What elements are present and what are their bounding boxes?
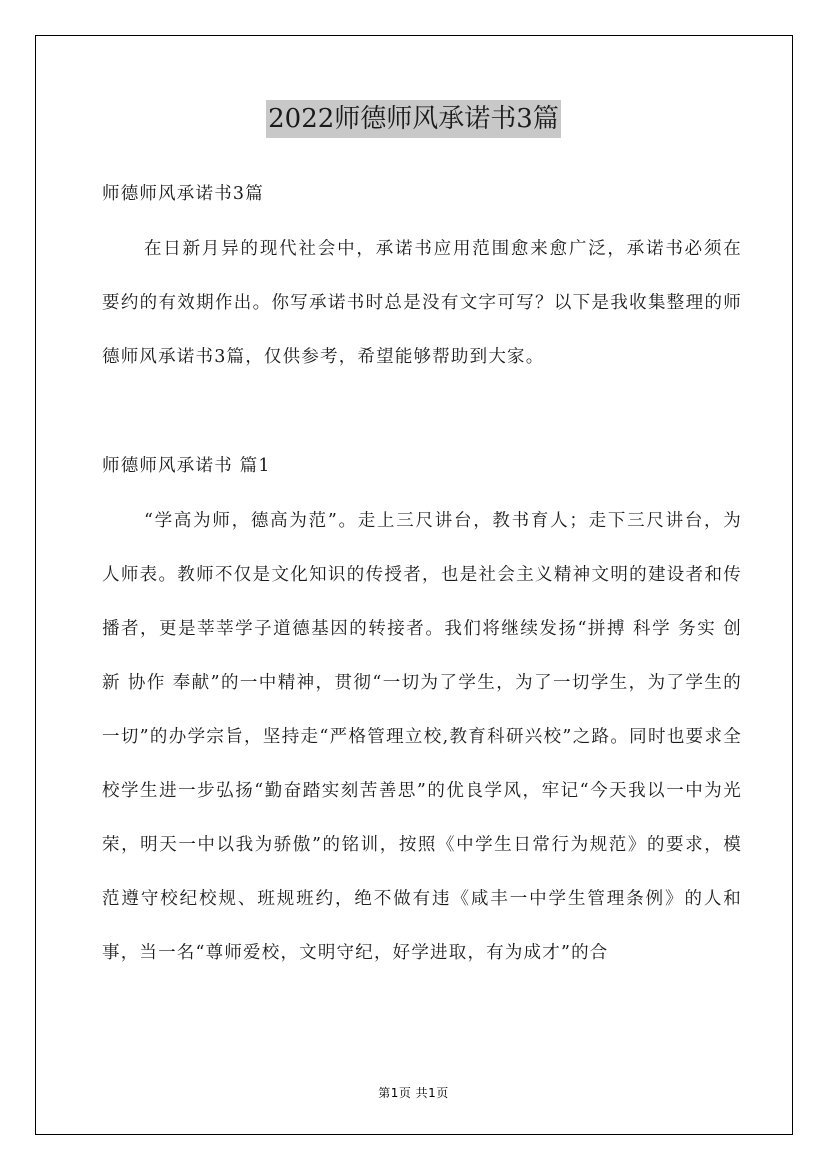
document-title: 2022师德师风承诺书3篇 (266, 100, 561, 138)
page-number: 第1页 共1页 (378, 1086, 449, 1100)
section-1-body: “学高为师，德高为范”。走上三尺讲台，教书育人；走下三尺讲台，为人师表。教师不仅是文化知识的传授者，也是社会主义精神文明的建设者和传播者，更是莘莘学子道德基因的转接者。我们将继续发扬“拼搏 科学 务实 创新 协作 奉献”的一中精神，贯彻“一切为了学生，为了一切学生，为了学生的一切”的办学宗旨，坚持走“严格管理立校,教育科研兴校”之路。同时也要求全校学生进一步弘扬“勤奋踏实刻苦善思”的优良学风，牢记“今天我以一中为光荣，明天一中以我为骄傲”的铭训，按照《中学生日常行为规范》的要求，模范遵守校纪校规、班规班约，绝不做有违《咸丰一中学生管理条例》的人和事，当一名“尊师爱校，文明守纪，好学进取，有为成才”的合 (102, 511, 742, 963)
title-container (0, 100, 827, 138)
section-1-heading: 师德师风承诺书 篇1 (102, 456, 271, 476)
document-subtitle: 师德师风承诺书3篇 (102, 184, 264, 204)
intro-paragraph: 在日新月异的现代社会中，承诺书应用范围愈来愈广泛，承诺书必须在要约的有效期作出。你写承诺书时总是没有文字可写？以下是我收集整理的师德师风承诺书3篇，仅供参考，希望能够帮助到大家。 (102, 239, 742, 367)
